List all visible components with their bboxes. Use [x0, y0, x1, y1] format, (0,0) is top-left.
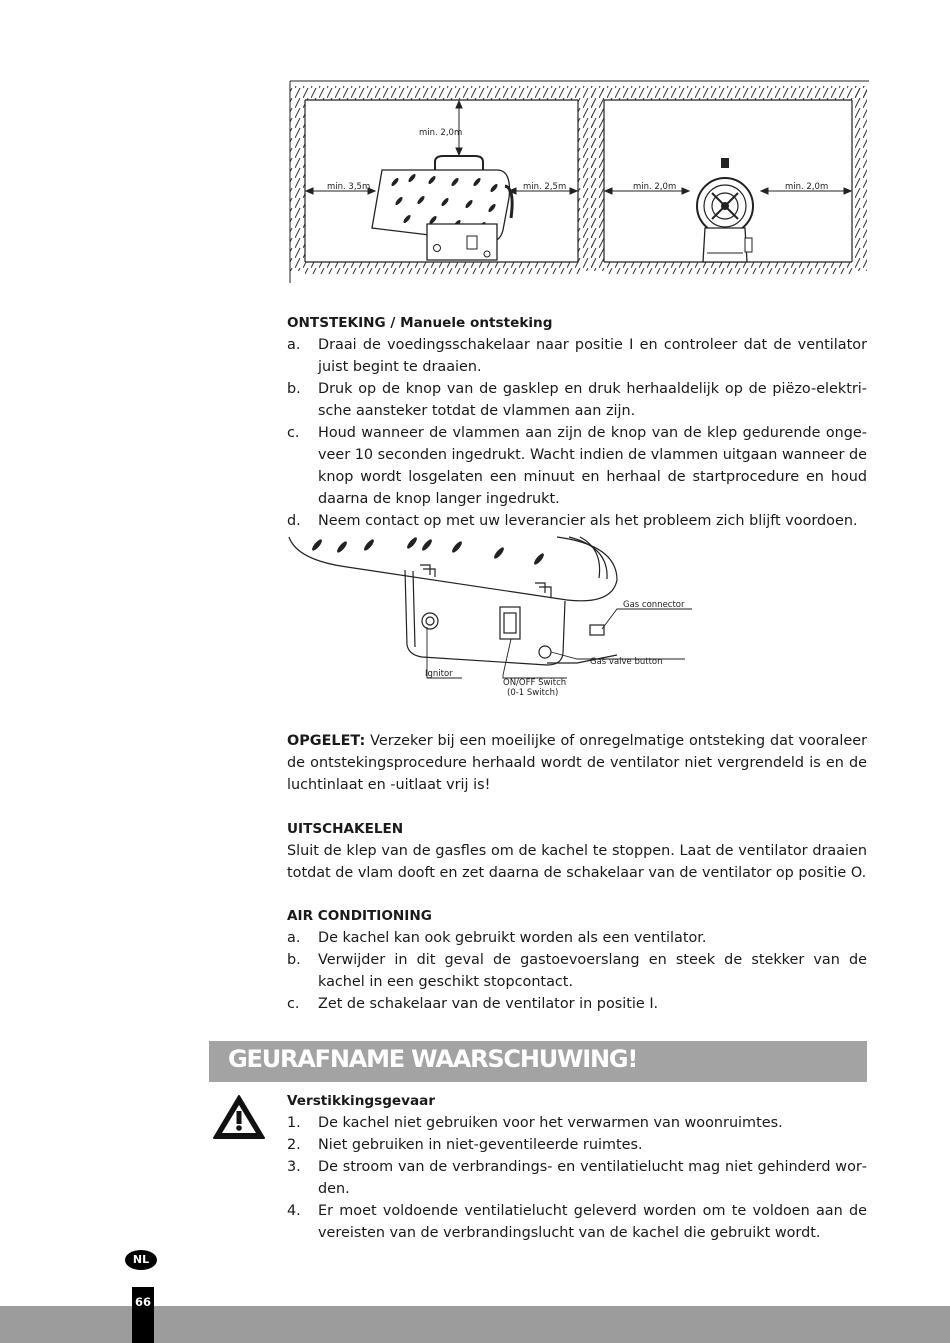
list-marker: 2.: [287, 1137, 301, 1153]
list-item: [287, 1112, 867, 1134]
label-min-right-front: min. 2,0m: [785, 182, 829, 192]
list-marker: c.: [287, 425, 300, 441]
list-marker: a.: [287, 930, 301, 946]
list-item: [287, 927, 867, 949]
list-text: Neem contact op met uw leverancier als het probleem zich blijft voordoen.: [318, 513, 858, 529]
list-item: [287, 1134, 867, 1156]
list-text: Houd wanneer de vlammen aan zijn de knop van de klep gedurende ongeveer 10 seconden ingedrukt. Wacht indien de vlammen uitgaan wanneer de knop wordt losgelaten een minuut en herhaal de startprocedure en houd daarna de knop langer ingedrukt.: [318, 425, 867, 507]
list-text: Zet de schakelaar van de ventilator in positie I.: [318, 996, 659, 1012]
heater-front-drawing: [697, 158, 753, 262]
list-marker: c.: [287, 996, 300, 1012]
heater-body-drawing: [289, 537, 617, 665]
list-text: Niet gebruiken in niet-geventileerde ruimtes.: [318, 1137, 643, 1153]
page-number: 66: [134, 1295, 151, 1309]
label-gas-valve-button: Gas valve button: [590, 657, 663, 667]
controls-diagram: [287, 535, 707, 705]
list-item: [287, 1200, 867, 1244]
caution-label: OPGELET:: [287, 733, 366, 749]
list-item: [287, 378, 867, 422]
shutdown-text: Sluit de klep van de gasfles om de kachel te stoppen. Laat de ventilator draaien totdat de vlam dooft en zet daarna de schakelaar van de ventilator op positie O.: [287, 843, 867, 881]
list-marker: 4.: [287, 1203, 301, 1219]
list-text: Verwijder in dit geval de gastoevoerslang en steek de stekker van de kachel in een geschikt stopcontact.: [318, 952, 867, 990]
warning-heading: Verstikkingsgevaar: [287, 1093, 436, 1109]
air-conditioning-section: [287, 905, 867, 1015]
list-item: [287, 510, 867, 532]
shutdown-heading: UITSCHAKELEN: [287, 821, 404, 837]
label-gas-connector: Gas connector: [623, 600, 685, 610]
list-marker: d.: [287, 513, 301, 529]
list-item: [287, 1156, 867, 1200]
list-item: [287, 334, 867, 378]
warning-banner: [209, 1041, 867, 1082]
list-item: [287, 422, 867, 510]
list-marker: 3.: [287, 1159, 301, 1175]
list-item: [287, 949, 867, 993]
heater-side-drawing: [372, 156, 512, 260]
list-text: Druk op de knop van de gasklep en druk herhaaldelijk op de piëzo-elektrische aansteker totdat de vlammen aan zijn.: [318, 381, 867, 419]
label-min-left-front: min. 2,0m: [633, 182, 677, 192]
ignition-section: [287, 312, 867, 532]
caution-text: Verzeker bij een moeilijke of onregelmatige ontsteking dat vooraleer de ontstekingsprocedure herhaald wordt de ventilator niet vergrendeld is en de luchtinlaat en -uitlaat vrij is!: [287, 733, 867, 793]
ignition-heading: ONTSTEKING / Manuele ontsteking: [287, 315, 553, 331]
label-switch-line2: (0-1 Switch): [507, 688, 559, 698]
air-conditioning-heading: AIR CONDITIONING: [287, 908, 432, 924]
list-text: Er moet voldoende ventilatielucht geleverd worden om te voldoen aan de vereisten van de verbrandingslucht van de kachel die gebruikt wordt.: [318, 1203, 867, 1241]
list-text: De kachel kan ook gebruikt worden als een ventilator.: [318, 930, 707, 946]
list-marker: b.: [287, 952, 301, 968]
label-min-top: min. 2,0m: [419, 128, 463, 138]
page-number-tab: [132, 1287, 154, 1343]
label-min-right: min. 2,5m: [523, 182, 567, 192]
label-min-left: min. 3,5m: [327, 182, 371, 192]
shutdown-section: [287, 818, 867, 884]
room-side-view: [290, 81, 869, 283]
list-marker: a.: [287, 337, 301, 353]
list-item: [287, 993, 867, 1015]
warning-section: [287, 1090, 867, 1244]
list-text: De kachel niet gebruiken voor het verwarmen van woonruimtes.: [318, 1115, 783, 1131]
list-text: De stroom van de verbrandings- en ventilatielucht mag niet gehinderd worden.: [318, 1159, 867, 1197]
clearance-diagram: [287, 78, 869, 283]
label-switch-line1: ON/OFF Switch: [503, 678, 567, 688]
list-marker: b.: [287, 381, 301, 397]
language-badge: NL: [125, 1250, 157, 1270]
list-text: Draai de voedingsschakelaar naar positie I en controleer dat de ventilator juist begint te draaien.: [318, 337, 867, 375]
warning-triangle-icon: [212, 1094, 266, 1140]
list-marker: 1.: [287, 1115, 301, 1131]
warning-banner-title: GEURAFNAME WAARSCHUWING!: [228, 1045, 638, 1073]
caution-paragraph: [287, 730, 867, 796]
label-ignitor: Ignitor: [425, 669, 453, 679]
